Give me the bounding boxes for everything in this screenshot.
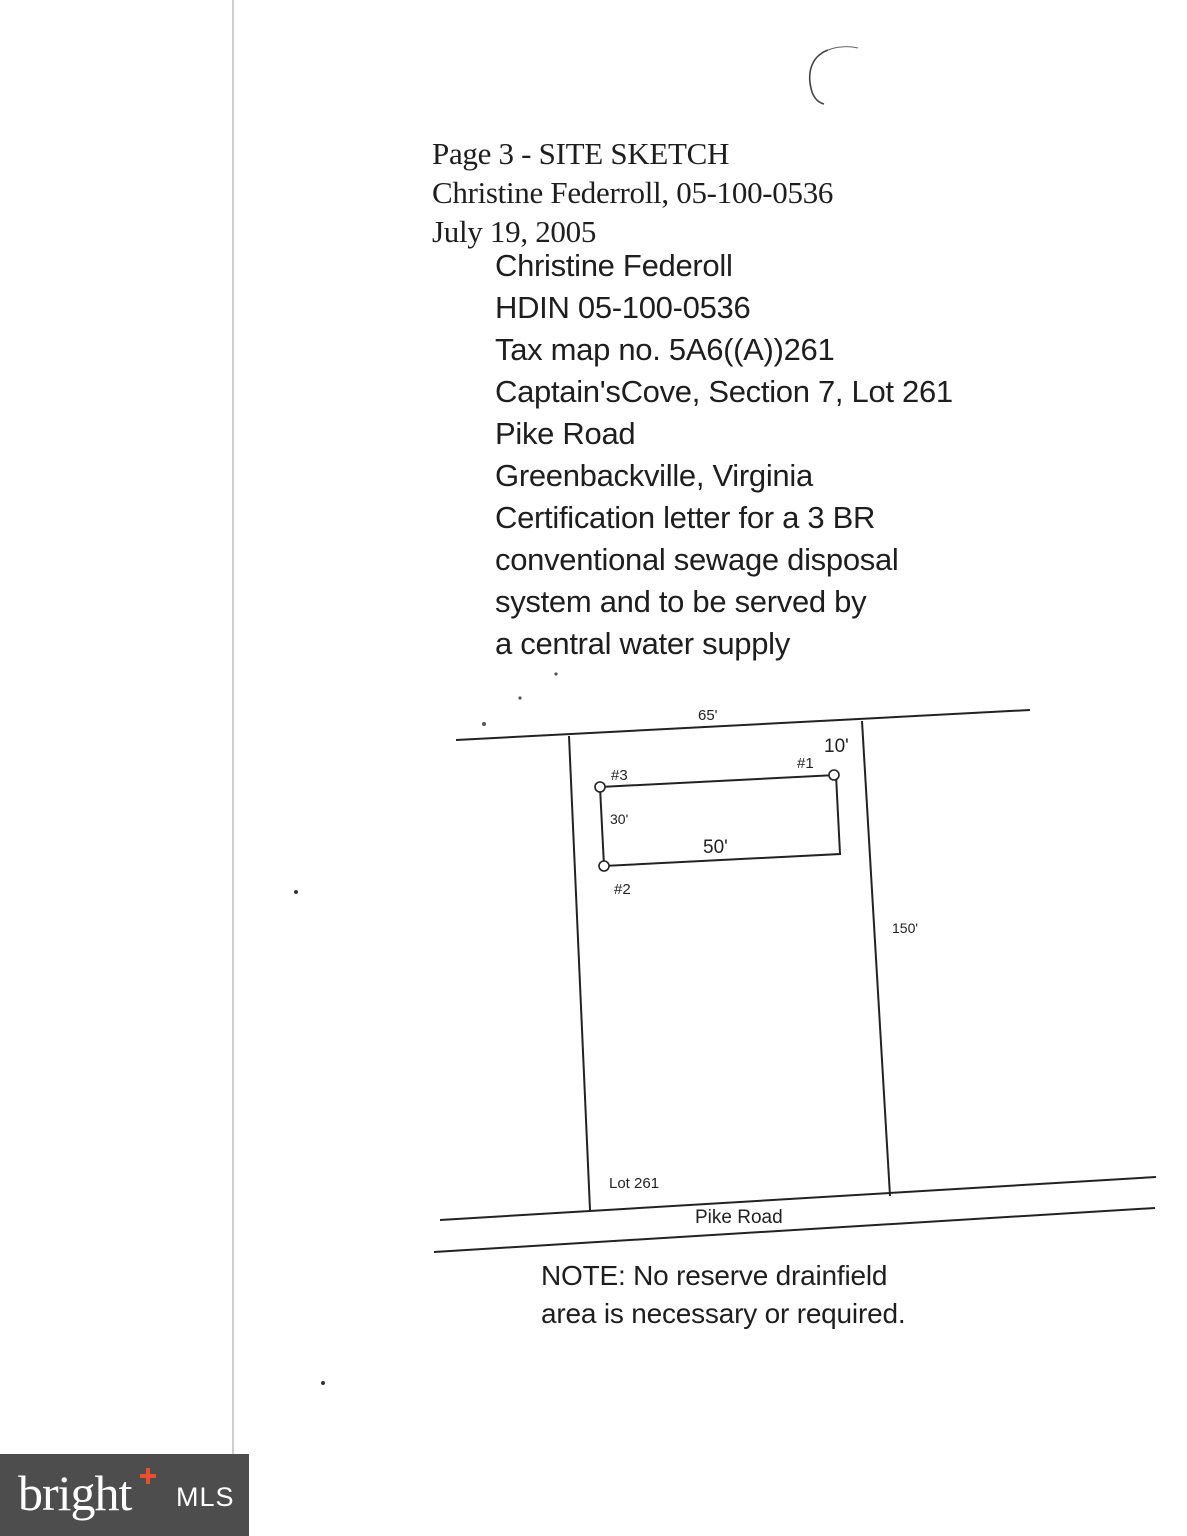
scan-speck: [518, 696, 521, 699]
test-point-2-marker: [599, 861, 609, 871]
note-line-2: area is necessary or required.: [541, 1298, 906, 1329]
note: [541, 1257, 905, 1333]
bright-mls-logo: [0, 1454, 249, 1536]
point-1-label: #1: [797, 755, 814, 772]
city-state: Greenbackville, Virginia: [495, 458, 813, 493]
owner-name: Christine Federoll: [495, 248, 733, 283]
page-title: Page 3 - SITE SKETCH: [432, 136, 730, 171]
road-label: Pike Road: [695, 1207, 783, 1228]
left-property-line: [569, 736, 590, 1210]
logo-plus-icon: [140, 1468, 156, 1484]
handwritten-mark-tail: [828, 47, 858, 50]
street: Pike Road: [495, 416, 636, 451]
right-property-line: [862, 721, 890, 1196]
owner-line: Christine Federroll, 05-100-0536: [432, 175, 834, 210]
description-line-3: system and to be served by: [495, 584, 867, 619]
point-3-label: #3: [611, 767, 628, 784]
document-date: July 19, 2005: [432, 214, 597, 249]
description-line-4: a central water supply: [495, 626, 790, 661]
description-line-2: conventional sewage disposal: [495, 542, 899, 577]
handwritten-mark: [810, 50, 828, 104]
drainfield-depth-label: 30': [610, 811, 629, 827]
scan-speck: [554, 672, 557, 675]
lot-label: Lot 261: [609, 1175, 660, 1192]
test-point-3-marker: [595, 782, 605, 792]
scan-speck: [482, 722, 486, 726]
description-line-1: Certification letter for a 3 BR: [495, 500, 876, 535]
top-property-line: [456, 710, 1030, 740]
hdin-number: HDIN 05-100-0536: [495, 290, 751, 325]
offset-label: 10': [824, 736, 849, 757]
subdivision-lot: Captain'sCove, Section 7, Lot 261: [495, 374, 953, 409]
point-2-label: #2: [614, 881, 631, 898]
note-line-1: NOTE: No reserve drainfield: [541, 1260, 888, 1291]
side-length-label: 150': [892, 920, 919, 936]
test-point-1-marker: [829, 770, 839, 780]
scan-speck: [294, 890, 298, 894]
scan-speck: [321, 1381, 325, 1385]
tax-map-number: Tax map no. 5A6((A))261: [495, 332, 835, 367]
logo-suffix: MLS: [176, 1482, 235, 1512]
drainfield-length-label: 50': [703, 837, 728, 858]
top-width-label: 65': [698, 707, 718, 724]
logo-wordmark: bright: [18, 1465, 132, 1521]
